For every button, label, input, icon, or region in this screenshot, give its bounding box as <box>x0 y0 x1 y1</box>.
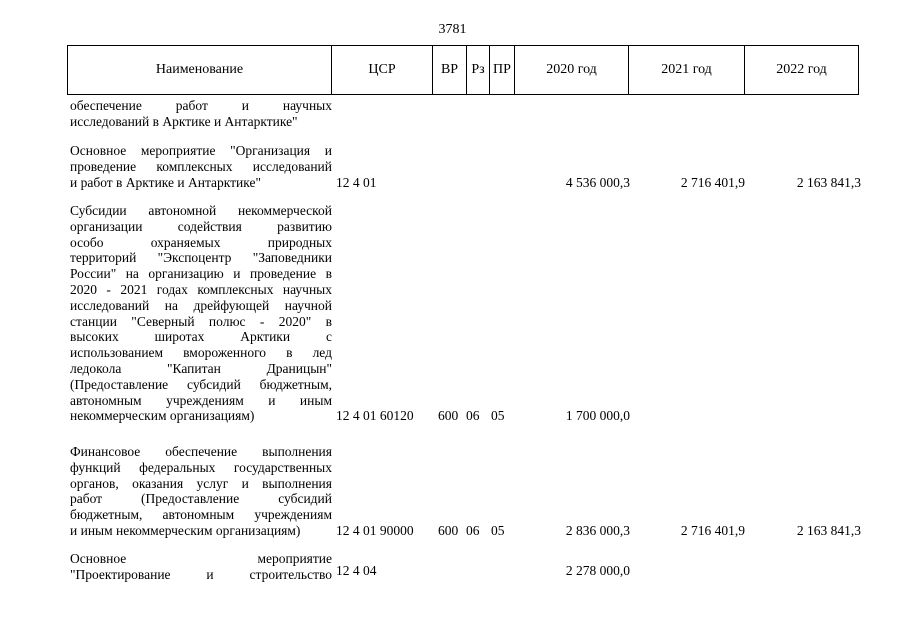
row-name <box>70 98 332 130</box>
row-name-line: "Проектирование и строительство <box>70 566 332 582</box>
row-name-line: Субсидии автономной некоммерческой <box>70 203 332 218</box>
row-csr: 12 4 01 90000 <box>336 523 414 538</box>
header-csr: ЦСР <box>332 46 433 94</box>
row-name-line: проведение комплексных исследований <box>70 158 332 174</box>
row-name-line: высоких широтах Арктики с <box>70 329 332 345</box>
row-name-line: исследований в Арктике и Антарктике" <box>70 113 298 129</box>
row-pr: 05 <box>491 408 505 424</box>
row-name-line: (Предоставление субсидий бюджетным, <box>70 376 332 392</box>
row-name-line: особо охраняемых природных <box>70 234 332 250</box>
row-name-line: работ (Предоставление субсидий <box>70 491 332 507</box>
row-csr: 12 4 04 <box>336 563 377 578</box>
row-2020: 4 536 000,3 <box>565 174 630 190</box>
row-vr: 600 <box>438 523 459 538</box>
row-name <box>70 203 332 424</box>
row-name-line: обеспечение работ и научных <box>70 98 332 113</box>
row-rz: 06 <box>466 523 480 538</box>
row-2021: 2 716 401,9 <box>680 174 745 190</box>
row-name-line: использованием вмороженного в лед <box>70 345 332 361</box>
row-name-line: станции "Северный полюс - 2020" в <box>70 313 332 329</box>
row-name-line: Основное мероприятие <box>70 551 332 566</box>
row-name-line: и иным некоммерческим организациям) <box>70 522 301 538</box>
table-header <box>67 45 859 95</box>
row-name-line: организации содействия развитию <box>70 218 332 234</box>
row-name-line: исследований на дрейфующей научной <box>70 297 332 313</box>
row-2021: 2 716 401,9 <box>680 523 745 538</box>
row-name-line: и работ в Арктике и Антарктике" <box>70 174 262 190</box>
page-number: 3781 <box>438 22 467 37</box>
row-2020: 2 836 000,3 <box>565 523 630 538</box>
row-csr: 12 4 01 60120 <box>336 408 414 424</box>
row-name <box>70 444 332 539</box>
header-vr: ВР <box>433 46 467 94</box>
row-rz: 06 <box>466 408 480 424</box>
row-name <box>70 551 332 583</box>
row-2020: 2 278 000,0 <box>565 563 630 578</box>
row-name-line: 2020 - 2021 годах комплексных научных <box>70 281 332 297</box>
row-name-line: бюджетным, автономным учреждениям <box>70 507 332 523</box>
row-name-line: Финансовое обеспечение выполнения <box>70 444 332 459</box>
row-name <box>70 143 332 190</box>
row-pr: 05 <box>491 523 505 538</box>
row-csr: 12 4 01 <box>336 174 377 190</box>
header-2021: 2021 год <box>629 46 745 94</box>
row-name-line: России" на организацию и проведение в <box>70 266 332 282</box>
row-name-line: органов, оказания услуг и выполнения <box>70 475 332 491</box>
row-vr: 600 <box>438 408 459 424</box>
header-rz: Рз <box>467 46 490 94</box>
row-name-line: некоммерческим организациям) <box>70 408 255 424</box>
row-name-line: функций федеральных государственных <box>70 459 332 475</box>
row-name-line: автономным учреждениям и иным <box>70 392 332 408</box>
row-name-line: ледокола "Капитан Драницын" <box>70 360 332 376</box>
row-name-line: территорий "Экспоцентр "Заповедники <box>70 250 332 266</box>
row-2020: 1 700 000,0 <box>565 408 630 424</box>
header-name: Наименование <box>68 46 332 94</box>
row-2022: 2 163 841,3 <box>796 523 861 538</box>
row-name-line: Основное мероприятие "Организация и <box>70 143 332 158</box>
row-2022: 2 163 841,3 <box>796 174 861 190</box>
header-pr: ПР <box>490 46 515 94</box>
header-2022: 2022 год <box>776 62 827 77</box>
header-2020: 2020 год <box>515 46 629 94</box>
